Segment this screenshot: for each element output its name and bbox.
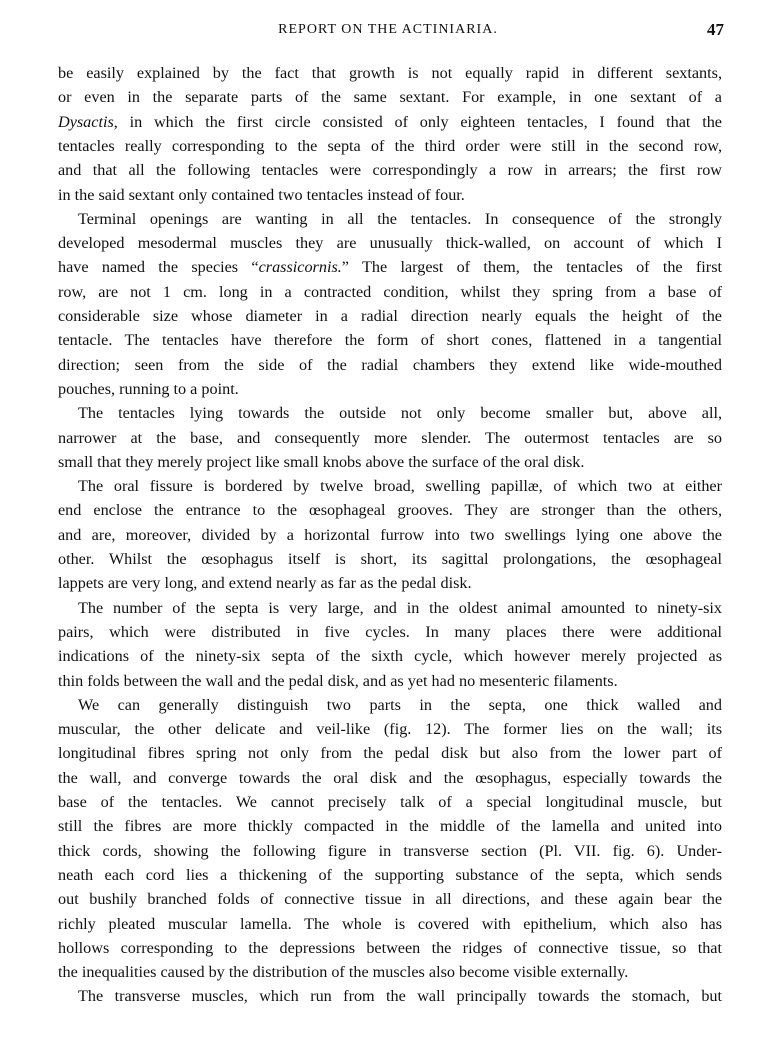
text-segment: longitudinal fibres spring not only from the pedal disk but also from the lower part of [58, 744, 722, 763]
text-line [58, 620, 722, 644]
italic-text: crassicornis. [258, 258, 342, 277]
text-segment: thick cords, showing the following figure in transverse section (Pl. VII. fig. 6). Under- [58, 841, 722, 860]
text-segment: row, are not 1 cm. long in a contracted condition, whilst they spring from a base of [58, 282, 722, 301]
text-segment: considerable size whose diameter in a radial direction nearly equals the height of the [58, 307, 722, 325]
text-segment: base of the tentacles. We cannot precisely talk of a special longitudinal muscle, but [58, 793, 722, 811]
text-segment: ” The largest of them, the tentacles of the first [341, 258, 722, 277]
text-line [58, 523, 722, 547]
text-line [58, 280, 722, 304]
text-segment: richly pleated muscular lamella. The whole is covered with epithelium, which also has [58, 914, 722, 933]
text-line [58, 936, 722, 960]
text-line [58, 450, 722, 474]
text-line [58, 790, 722, 814]
text-line [78, 474, 722, 498]
text-line [58, 863, 722, 887]
text-segment: We can generally distinguish two parts in the septa, one thick walled and [78, 695, 722, 714]
text-segment: , in which the first circle consisted of only eighteen tentacles, I found that the [113, 112, 722, 131]
text-segment: developed mesodermal muscles they are unusually thick-walled, on account of which I [58, 234, 722, 253]
text-line [58, 498, 722, 522]
text-segment: Terminal openings are wanting in all the tentacles. In consequence of the strongly [78, 209, 722, 228]
text-line [58, 183, 722, 207]
text-line [58, 134, 722, 158]
text-line [58, 426, 722, 450]
text-line [58, 110, 722, 134]
text-line [58, 960, 722, 984]
text-segment: be easily explained by the fact that growth is not equally rapid in different sextants, [58, 64, 722, 82]
text-segment: small that they merely project like small knobs above the surface of the oral disk. [58, 452, 585, 471]
text-line [58, 61, 722, 85]
running-head: REPORT ON THE ACTINIARIA. [278, 22, 498, 37]
text-segment: thin folds between the wall and the pedal disk, and as yet had no mesenteric filaments. [58, 671, 618, 690]
text-segment: the wall, and converge towards the oral disk and the œsophagus, especially towards the [58, 768, 722, 787]
text-line [58, 328, 722, 352]
text-segment: have named the species “ [58, 258, 259, 277]
text-line [78, 401, 722, 425]
text-segment: The tentacles lying towards the outside not only become smaller but, above all, [78, 404, 722, 423]
page-number: 47 [707, 20, 724, 39]
text-segment: the inequalities caused by the distribution of the muscles also become visible externally. [58, 963, 629, 982]
text-line [58, 839, 722, 863]
text-line [58, 571, 722, 595]
text-segment: lappets are very long, and extend nearly as far as the pedal disk. [58, 574, 472, 593]
text-line [58, 644, 722, 668]
text-line [58, 887, 722, 911]
text-line [58, 353, 722, 377]
text-line [58, 231, 722, 255]
text-line [58, 255, 722, 279]
text-line [78, 207, 722, 231]
text-segment: tentacle. The tentacles have therefore the form of short cones, flattened in a tangential [58, 331, 722, 350]
text-segment: other. Whilst the œsophagus itself is short, its sagittal prolongations, the œsophageal [58, 550, 722, 568]
text-line [58, 912, 722, 936]
text-segment: and are, moreover, divided by a horizontal furrow into two swellings lying one above the [58, 525, 722, 544]
text-line [78, 984, 722, 1008]
italic-text: Dysactis [58, 112, 114, 131]
text-segment: The number of the septa is very large, and in the oldest animal amounted to ninety-six [78, 598, 722, 617]
text-line [58, 766, 722, 790]
text-segment: neath each cord lies a thickening of the supporting substance of the septa, which sends [58, 865, 722, 884]
text-line [58, 304, 722, 328]
text-segment: tentacles really corresponding to the septa of the third order were still in the second row, [58, 136, 722, 155]
text-line [58, 85, 722, 109]
text-line [78, 693, 722, 717]
text-segment: narrower at the base, and consequently more slender. The outermost tentacles are so [58, 428, 722, 447]
text-segment: still the fibres are more thickly compacted in the middle of the lamella and united into [58, 817, 722, 836]
text-segment: in the said sextant only contained two tentacles instead of four. [58, 185, 465, 204]
text-line [58, 669, 722, 693]
text-segment: end enclose the entrance to the œsophageal grooves. They are stronger than the others, [58, 501, 722, 520]
text-segment: direction; seen from the side of the radial chambers they extend like wide-mouthed [58, 355, 722, 374]
text-segment: The transverse muscles, which run from the wall principally towards the stomach, but [78, 987, 722, 1006]
text-line [58, 158, 722, 182]
text-segment: hollows corresponding to the depressions between the ridges of connective tissue, so that [58, 938, 722, 957]
text-line [78, 596, 722, 620]
text-segment: pairs, which were distributed in five cycles. In many places there were additional [58, 622, 722, 641]
text-segment: The oral fissure is bordered by twelve broad, swelling papillæ, of which two at either [78, 477, 722, 496]
text-line [58, 814, 722, 838]
text-segment: or even in the separate parts of the same sextant. For example, in one sextant of a [58, 88, 722, 107]
text-line [58, 377, 722, 401]
text-segment: indications of the ninety-six septa of the sixth cycle, which however merely projected as [58, 647, 722, 666]
text-segment: pouches, running to a point. [58, 379, 239, 398]
text-segment: out bushily branched folds of connective tissue in all directions, and these again bear the [58, 890, 722, 909]
text-line [58, 717, 722, 741]
text-segment: muscular, the other delicate and veil-like (fig. 12). The former lies on the wall; its [58, 720, 722, 739]
text-line [58, 741, 722, 765]
text-line [58, 547, 722, 571]
text-segment: and that all the following tentacles were correspondingly a row in arrears; the first row [58, 161, 722, 180]
